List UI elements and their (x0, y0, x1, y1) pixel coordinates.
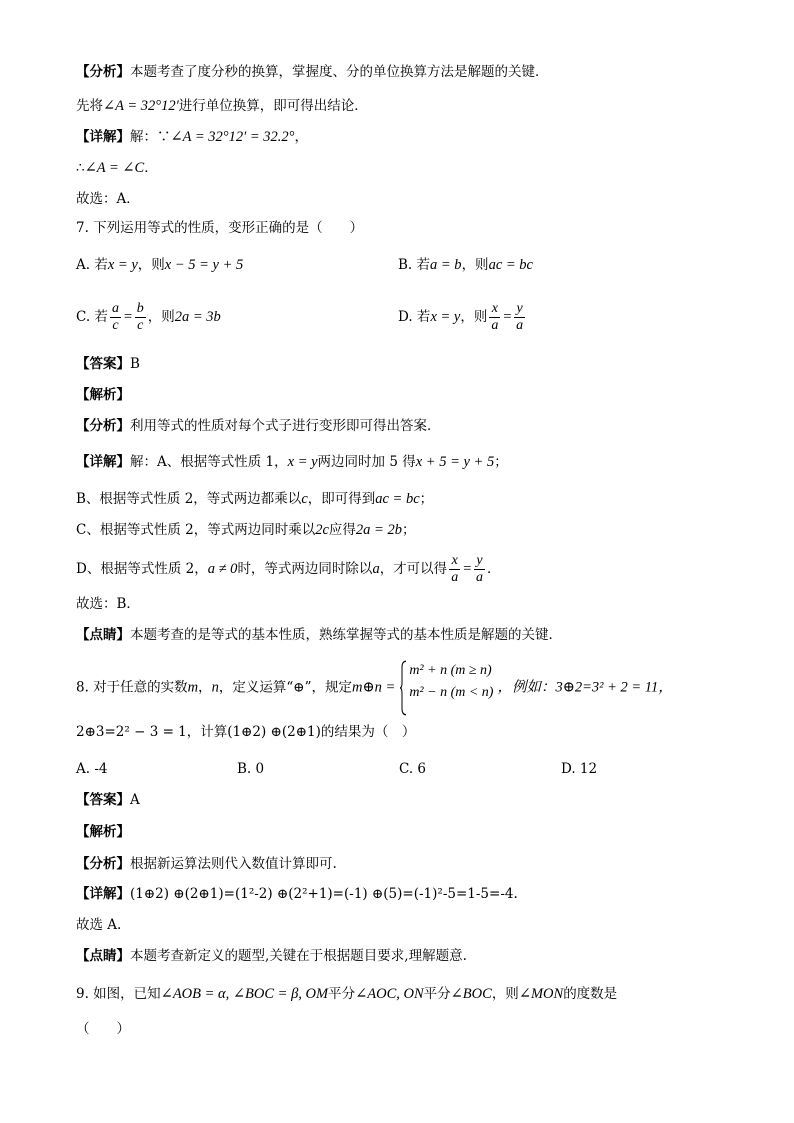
q7-option-d (398, 298, 527, 336)
detail-text: C、根据等式性质 2，等式两边同时乘以 (76, 522, 316, 538)
detail-text: ，才可以得 (379, 561, 448, 577)
analysis-tag: 【分析】 (76, 418, 130, 434)
dianjing-tag: 【点睛】 (76, 948, 130, 964)
stem-text: 的度数是 (563, 986, 618, 1002)
q7-detail-a (76, 452, 508, 472)
step-text: 先将 (76, 98, 103, 114)
angle-expression: ∠A = 32°12′ = 32.2° (170, 129, 295, 145)
q8-analysis (76, 854, 337, 874)
answer-tag: 【答案】 (76, 356, 130, 372)
operator-definition: m⊕n = (352, 679, 396, 696)
math-expression: x − 5 = y + 5 (164, 257, 244, 273)
math-expression: x = y (430, 309, 461, 325)
math-expression: 2c (315, 522, 329, 538)
option-label: A. 若 (76, 257, 108, 273)
q8-option-b: B. 0 (237, 761, 265, 777)
fraction (514, 301, 525, 334)
math-expression: ∠AOB = α, ∠BOC = β, OM (160, 986, 329, 1002)
stem-text: 9. 如图，已知 (76, 986, 161, 1002)
math-expression: 2a = 3b (174, 309, 221, 325)
denominator: a (491, 318, 499, 333)
denominator: c (112, 318, 119, 333)
piecewise-definition (399, 660, 493, 716)
punctuation: ． (486, 561, 501, 577)
math-expression: x = y (287, 454, 318, 470)
analysis-tag: 【分析】 (76, 856, 130, 872)
denominator: a (451, 570, 459, 585)
answer-value: B (130, 356, 140, 372)
q7-option-c (76, 298, 221, 336)
denominator: a (475, 570, 483, 585)
q8-jiexi: 【解析】 (76, 824, 130, 840)
q6-step (76, 96, 368, 116)
q8-option-c: C. 6 (399, 761, 427, 777)
math-expression: ∠AOC, ON (355, 986, 424, 1002)
option-label: D. 若 (398, 309, 431, 325)
math-variable: c (301, 491, 308, 507)
q7-jiexi: 【解析】 (76, 387, 130, 403)
analysis-text: 利用等式的性质对每个式子进行变形即可得出答案． (130, 418, 441, 434)
detail-text: 解：∵ (130, 129, 171, 145)
q8-option-a: A. -4 (76, 761, 108, 777)
angle-expression: ∠A = 32°12′ (103, 98, 179, 114)
q8-option-d: D. 12 (561, 761, 598, 777)
detail-text: 两边同时加 5 得 (317, 454, 416, 470)
stem-text: 平分 (328, 986, 356, 1002)
option-text: ，则 (460, 309, 488, 325)
q7-detail-d (76, 550, 500, 588)
math-expression: ac = bc (375, 491, 420, 507)
q7-option-b (398, 255, 533, 275)
q8-dianjing (76, 946, 467, 966)
analysis-text: 根据新运算法则代入数值计算即可. (130, 856, 337, 872)
denominator: c (137, 318, 144, 333)
math-expression: x = y (107, 257, 138, 273)
option-text: ，则 (147, 309, 175, 325)
detail-text: 解：A、根据等式性质 1， (130, 454, 288, 470)
dianjing-text: 本题考查新定义的题型,关键在于根据题目要求,理解题意. (130, 948, 467, 964)
q8-stem-line1 (76, 660, 673, 716)
stem-text: ，则 (491, 986, 519, 1002)
detail-text: D、根据等式性质 2， (76, 561, 208, 577)
math-variable: a (372, 561, 380, 577)
detail-tag: 【详解】 (76, 886, 130, 902)
fraction (489, 301, 500, 334)
math-variable: m (187, 679, 199, 696)
fraction (135, 301, 146, 334)
equals-sign: = (462, 561, 472, 577)
q8-detail (76, 884, 518, 904)
option-text: ，则 (461, 257, 489, 273)
dianjing-tag: 【点睛】 (76, 627, 130, 643)
option-label: C. 若 (76, 309, 108, 325)
stem-text: 8. 对于任意的实数 (76, 679, 188, 696)
case-row: m² − n (m < n) (409, 685, 494, 700)
fraction (474, 553, 485, 586)
dianjing-text: 本题考查的是等式的基本性质，熟练掌握等式的基本性质是解题的关键． (130, 627, 562, 643)
example-text: ，例如：3⊕2=3² + 2 = 11， (497, 679, 673, 696)
q6-detail (76, 127, 308, 147)
q7-answer (76, 354, 140, 374)
q7-choice: 故选：B． (76, 596, 140, 612)
option-label: B. 若 (398, 257, 431, 273)
case-row: m² + n (m ≥ n) (409, 663, 492, 678)
q8-answer (76, 790, 140, 810)
q8-choice: 故选 A. (76, 917, 122, 933)
fraction (110, 301, 121, 334)
math-variable: n (211, 679, 219, 696)
math-expression: 2a = 2b (355, 522, 402, 538)
punctuation: ； (494, 454, 508, 470)
analysis-text: 本题考查了度分秒的换算，掌握度、分的单位换算方法是解题的关键． (130, 64, 549, 80)
punctuation: ， (294, 129, 308, 145)
punctuation: ； (401, 522, 416, 538)
fraction (449, 553, 460, 586)
detail-text: 应得 (328, 522, 356, 538)
math-expression: a = b (430, 257, 462, 273)
angle-expression: ∠A = ∠C (84, 160, 145, 176)
step-text: 进行单位换算，即可得出结论． (178, 98, 368, 114)
q9-stem (76, 984, 617, 1004)
detail-text: (1⊕2) ⊕(2⊕1)=(1²-2) ⊕(2²+1)=(-1) ⊕(5)=(-1)²-5=1-5=-4. (130, 886, 518, 902)
therefore-symbol: ∴ (76, 160, 85, 176)
q7-analysis (76, 416, 441, 436)
math-expression: x + 5 = y + 5 (415, 454, 495, 470)
q7-option-a (76, 255, 243, 275)
detail-text: ，即可得到 (307, 491, 376, 507)
detail-text: 时，等式两边同时除以 (237, 561, 373, 577)
answer-tag: 【答案】 (76, 792, 130, 808)
q7-stem: 7. 下列运用等式的性质，变形正确的是（ ） (76, 220, 364, 236)
numerator: x (489, 301, 500, 318)
q6-therefore (76, 158, 158, 178)
equals-sign: = (122, 309, 133, 325)
numerator: b (136, 301, 144, 316)
detail-text: B、根据等式性质 2，等式两边都乘以 (76, 491, 302, 507)
answer-value: A (130, 792, 140, 808)
q7-detail-b (76, 489, 433, 509)
equals-sign: = (502, 309, 513, 325)
q6-choice: 故选：A． (76, 191, 140, 207)
option-text: ，则 (137, 257, 165, 273)
stem-text: ，定义运算“⊕”，规定 (218, 679, 353, 696)
q7-detail-c (76, 520, 415, 540)
math-expression: ac = bc (488, 257, 533, 273)
numerator: y (514, 301, 525, 318)
numerator: a (111, 301, 119, 316)
detail-tag: 【详解】 (76, 129, 130, 145)
math-expression: ∠BOC (450, 986, 492, 1002)
math-expression: ∠MON (518, 986, 564, 1002)
stem-text: 平分 (423, 986, 451, 1002)
math-expression: a ≠ 0 (207, 561, 238, 577)
q7-dianjing (76, 625, 562, 645)
denominator: a (516, 318, 524, 333)
punctuation: ． (144, 160, 158, 176)
q8-stem-line2: 2⊕3=2² − 3 = 1，计算(1⊕2) ⊕(2⊕1)的结果为（ ） (76, 724, 416, 740)
punctuation: ； (419, 491, 434, 507)
left-brace-icon (399, 660, 407, 716)
q6-analysis (76, 62, 549, 82)
detail-tag: 【详解】 (76, 454, 130, 470)
punctuation: ， (198, 679, 212, 696)
q9-paren: （ ） (76, 1021, 130, 1037)
numerator: y (474, 553, 485, 570)
numerator: x (449, 553, 460, 570)
analysis-tag: 【分析】 (76, 64, 130, 80)
